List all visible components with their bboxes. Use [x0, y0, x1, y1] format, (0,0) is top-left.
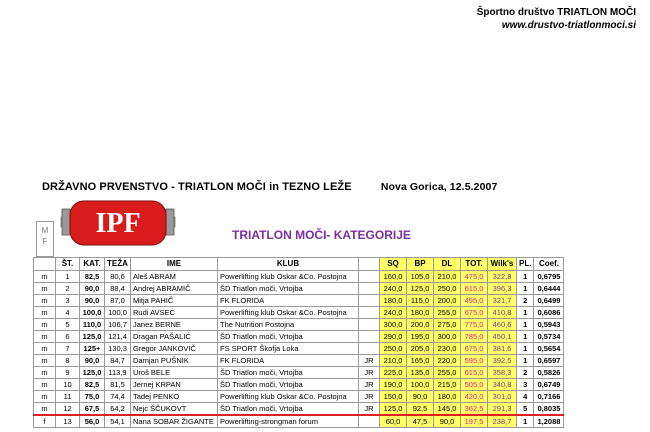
cell-sex: m — [34, 307, 56, 319]
cell-wilks: 392,5 — [488, 355, 517, 367]
cell-coef: 0,6597 — [534, 355, 564, 367]
cell-st: 1 — [56, 271, 80, 283]
cell-wilks: 396,3 — [488, 283, 517, 295]
cell-tot: 475,0 — [461, 271, 488, 283]
cell-klub: Powerlifting klub Oskar &Co. Postojna — [218, 271, 359, 283]
cell-kat: 56,0 — [80, 415, 105, 428]
cell-wilks: 410,8 — [488, 307, 517, 319]
table-row — [34, 343, 564, 355]
cell-kat: 90,0 — [80, 355, 105, 367]
cell-dl: 220,0 — [434, 355, 461, 367]
table-row — [34, 403, 564, 416]
cell-st: 7 — [56, 343, 80, 355]
cell-teza: 130,3 — [105, 343, 131, 355]
cell-sex: m — [34, 343, 56, 355]
cell-st: 5 — [56, 319, 80, 331]
cell-jr: JR — [359, 403, 380, 416]
cell-sq: 240,0 — [380, 307, 407, 319]
cell-pl: 1 — [517, 271, 534, 283]
cell-bp: 92,5 — [407, 403, 434, 416]
cell-sex: m — [34, 295, 56, 307]
col-sex — [34, 258, 56, 271]
cell-ime: Rudi AVSEC — [131, 307, 218, 319]
event-place-date: Nova Gorica, 12.5.2007 — [380, 181, 498, 193]
table-row — [34, 307, 564, 319]
cell-sq: 210,0 — [380, 355, 407, 367]
cell-sex: m — [34, 391, 56, 403]
cell-klub: ŠD Triatlon moči, Vrtojba — [218, 403, 359, 416]
cell-tot: 785,0 — [461, 331, 488, 343]
cell-ime: Mitja PAHIČ — [131, 295, 218, 307]
cell-pl: 1 — [517, 283, 534, 295]
cell-coef: 0,5943 — [534, 319, 564, 331]
cell-tot: 197,5 — [461, 415, 488, 428]
cell-coef: 0,6444 — [534, 283, 564, 295]
ipf-logo-text: IPF — [95, 208, 141, 239]
cell-kat: 125,0 — [80, 367, 105, 379]
cell-ime: Gregor JANKOVIČ — [131, 343, 218, 355]
cell-dl: 200,0 — [434, 295, 461, 307]
cell-tot: 495,0 — [461, 295, 488, 307]
cell-ime: Andrej ABRAMIČ — [131, 283, 218, 295]
cell-coef: 0,5654 — [534, 343, 564, 355]
table-row — [34, 367, 564, 379]
cell-bp: 100,0 — [407, 379, 434, 391]
col-st: ŠT. — [56, 258, 80, 271]
cell-jr: JR — [359, 391, 380, 403]
cell-sq: 290,0 — [380, 331, 407, 343]
cell-sq: 60,0 — [380, 415, 407, 428]
cell-jr — [359, 415, 380, 428]
cell-teza: 74,4 — [105, 391, 131, 403]
cell-bp: 180,0 — [407, 307, 434, 319]
cell-klub: The Nutrition Postojna — [218, 319, 359, 331]
cell-jr: JR — [359, 355, 380, 367]
cell-pl: 1 — [517, 319, 534, 331]
cell-tot: 505,0 — [461, 379, 488, 391]
cell-jr — [359, 319, 380, 331]
cell-klub: ŠD Triatlon moči, Vrtojba — [218, 379, 359, 391]
cell-st: 10 — [56, 379, 80, 391]
cell-sex: m — [34, 403, 56, 416]
cell-pl: 1 — [517, 307, 534, 319]
cell-tot: 615,0 — [461, 367, 488, 379]
cell-teza: 80,6 — [105, 271, 131, 283]
table-row — [34, 295, 564, 307]
cell-klub: ŠD Triatlon moči, Vrtojba — [218, 367, 359, 379]
cell-sex: m — [34, 367, 56, 379]
cell-jr — [359, 271, 380, 283]
col-klub: KLUB — [218, 258, 359, 271]
cell-sq: 190,0 — [380, 379, 407, 391]
cell-ime: Nejc ŠČUKOVT — [131, 403, 218, 416]
sex-legend-m: M — [41, 226, 49, 235]
cell-teza: 88,4 — [105, 283, 131, 295]
cell-wilks: 322,8 — [488, 271, 517, 283]
cell-dl: 90,0 — [434, 415, 461, 428]
table-row — [34, 355, 564, 367]
cell-st: 8 — [56, 355, 80, 367]
cell-sex: m — [34, 379, 56, 391]
results-body — [34, 271, 564, 428]
cell-sq: 160,0 — [380, 271, 407, 283]
cell-teza: 106,7 — [105, 319, 131, 331]
cell-wilks: 291,3 — [488, 403, 517, 416]
cell-jr — [359, 283, 380, 295]
cell-pl: 1 — [517, 331, 534, 343]
col-tot: TOT. — [461, 258, 488, 271]
cell-klub: FK FLORIDA — [218, 355, 359, 367]
cell-pl: 1 — [517, 343, 534, 355]
cell-teza: 84,7 — [105, 355, 131, 367]
col-kat: KAT. — [80, 258, 105, 271]
cell-sq: 250,0 — [380, 343, 407, 355]
cell-ime: Tadej PENKO — [131, 391, 218, 403]
cell-dl: 275,0 — [434, 319, 461, 331]
results-table — [33, 257, 564, 428]
col-jr — [359, 258, 380, 271]
cell-st: 9 — [56, 367, 80, 379]
col-ime: IME — [131, 258, 218, 271]
cell-pl: 4 — [517, 391, 534, 403]
cell-sq: 125,0 — [380, 403, 407, 416]
table-row — [34, 415, 564, 428]
cell-klub: ŠD Triatlon moči, Vrtojba — [218, 283, 359, 295]
cell-pl: 2 — [517, 367, 534, 379]
cell-jr — [359, 331, 380, 343]
cell-coef: 1,2088 — [534, 415, 564, 428]
cell-sq: 300,0 — [380, 319, 407, 331]
col-bp: BP — [407, 258, 434, 271]
cell-pl: 1 — [517, 355, 534, 367]
cell-dl: 215,0 — [434, 379, 461, 391]
cell-dl: 250,0 — [434, 283, 461, 295]
cell-tot: 615,0 — [461, 283, 488, 295]
cell-ime: Uroš BELE — [131, 367, 218, 379]
cell-tot: 362,5 — [461, 403, 488, 416]
organization-name: Športno društvo TRIATLON MOČI — [476, 7, 636, 18]
cell-sex: m — [34, 331, 56, 343]
cell-kat: 90,0 — [80, 295, 105, 307]
cell-klub: Powerlifting klub Oskar &Co. Postojna — [218, 307, 359, 319]
cell-sq: 225,0 — [380, 367, 407, 379]
cell-kat: 82,5 — [80, 379, 105, 391]
cell-sq: 240,0 — [380, 283, 407, 295]
cell-jr: JR — [359, 379, 380, 391]
cell-klub: Powerlifting klub Oskar &Co. Postojna — [218, 391, 359, 403]
cell-st: 11 — [56, 391, 80, 403]
cell-ime: Janez BERNE — [131, 319, 218, 331]
cell-tot: 595,0 — [461, 355, 488, 367]
cell-st: 13 — [56, 415, 80, 428]
col-sq: SQ — [380, 258, 407, 271]
cell-dl: 180,0 — [434, 391, 461, 403]
cell-tot: 775,0 — [461, 319, 488, 331]
cell-kat: 125,0 — [80, 331, 105, 343]
cell-sex: m — [34, 283, 56, 295]
cell-kat: 67,5 — [80, 403, 105, 416]
cell-pl: 2 — [517, 295, 534, 307]
cell-jr — [359, 307, 380, 319]
cell-jr — [359, 295, 380, 307]
cell-kat: 100,0 — [80, 307, 105, 319]
cell-sex: m — [34, 271, 56, 283]
cell-teza: 81,5 — [105, 379, 131, 391]
ipf-logo — [60, 199, 176, 247]
cell-bp: 165,0 — [407, 355, 434, 367]
cell-tot: 420,0 — [461, 391, 488, 403]
cell-sq: 150,0 — [380, 391, 407, 403]
cell-bp: 195,0 — [407, 331, 434, 343]
cell-dl: 210,0 — [434, 271, 461, 283]
cell-jr — [359, 343, 380, 355]
cell-wilks: 381,6 — [488, 343, 517, 355]
cell-coef: 0,6086 — [534, 307, 564, 319]
cell-coef: 0,5734 — [534, 331, 564, 343]
col-coef: Coef. — [534, 258, 564, 271]
cell-wilks: 450,1 — [488, 331, 517, 343]
table-row — [34, 271, 564, 283]
cell-sex: f — [34, 415, 56, 428]
cell-tot: 675,0 — [461, 307, 488, 319]
cell-dl: 300,0 — [434, 331, 461, 343]
cell-ime: Dragan PAŠALIĆ — [131, 331, 218, 343]
cell-teza: 121,4 — [105, 331, 131, 343]
cell-bp: 90,0 — [407, 391, 434, 403]
cell-pl: 5 — [517, 403, 534, 416]
cell-wilks: 460,6 — [488, 319, 517, 331]
cell-ime: Damjan PUŠNIK — [131, 355, 218, 367]
cell-teza: 113,9 — [105, 367, 131, 379]
cell-st: 12 — [56, 403, 80, 416]
cell-wilks: 238,7 — [488, 415, 517, 428]
table-row — [34, 391, 564, 403]
cell-pl: 3 — [517, 379, 534, 391]
cell-teza: 87,0 — [105, 295, 131, 307]
cell-coef: 0,5826 — [534, 367, 564, 379]
event-name: DRŽAVNO PRVENSTVO - TRIATLON MOČI in TEZNO LEŽE — [42, 181, 352, 193]
cell-bp: 105,0 — [407, 271, 434, 283]
cell-bp: 205,0 — [407, 343, 434, 355]
cell-ime: Nana SOBAR ŽIGANTE — [131, 415, 218, 428]
cell-teza: 54,1 — [105, 415, 131, 428]
cell-bp: 125,0 — [407, 283, 434, 295]
sex-legend — [36, 221, 54, 257]
cell-wilks: 340,8 — [488, 379, 517, 391]
cell-sex: m — [34, 319, 56, 331]
table-row — [34, 331, 564, 343]
col-pl: PL. — [517, 258, 534, 271]
cell-klub: FS SPORT Škofja Loka — [218, 343, 359, 355]
cell-kat: 82,5 — [80, 271, 105, 283]
cell-ime: Aleš ABRAM — [131, 271, 218, 283]
sex-legend-f: F — [42, 237, 48, 246]
cell-st: 2 — [56, 283, 80, 295]
cell-coef: 0,7166 — [534, 391, 564, 403]
cell-bp: 200,0 — [407, 319, 434, 331]
cell-dl: 255,0 — [434, 307, 461, 319]
cell-wilks: 321,7 — [488, 295, 517, 307]
organization-website: www.drustvo-triatlonmoci.si — [501, 20, 636, 31]
cell-jr: JR — [359, 367, 380, 379]
table-row — [34, 319, 564, 331]
cell-kat: 75,0 — [80, 391, 105, 403]
cell-kat: 110,0 — [80, 319, 105, 331]
cell-tot: 675,0 — [461, 343, 488, 355]
organization-header — [477, 6, 636, 32]
cell-dl: 230,0 — [434, 343, 461, 355]
cell-kat: 90,0 — [80, 283, 105, 295]
cell-wilks: 301,0 — [488, 391, 517, 403]
cell-sq: 180,0 — [380, 295, 407, 307]
cell-coef: 0,6749 — [534, 379, 564, 391]
cell-klub: FK FLORIDA — [218, 295, 359, 307]
cell-st: 6 — [56, 331, 80, 343]
col-wilks: Wilk's — [488, 258, 517, 271]
cell-kat: 125+ — [80, 343, 105, 355]
cell-bp: 47,5 — [407, 415, 434, 428]
cell-teza: 64,2 — [105, 403, 131, 416]
results-header-row — [34, 258, 564, 271]
col-dl: DL — [434, 258, 461, 271]
cell-wilks: 358,3 — [488, 367, 517, 379]
cell-klub: Powerlifting-strongman forum — [218, 415, 359, 428]
cell-dl: 145,0 — [434, 403, 461, 416]
cell-teza: 100,0 — [105, 307, 131, 319]
col-teza: TEŽA — [105, 258, 131, 271]
cell-bp: 115,0 — [407, 295, 434, 307]
table-row — [34, 379, 564, 391]
cell-pl: 1 — [517, 415, 534, 428]
cell-sex: m — [34, 355, 56, 367]
cell-bp: 135,0 — [407, 367, 434, 379]
cell-ime: Jernej KRPAN — [131, 379, 218, 391]
cell-dl: 255,0 — [434, 367, 461, 379]
event-title — [42, 181, 497, 193]
cell-klub: ŠD Triatlon moči, Vrtojba — [218, 331, 359, 343]
cell-coef: 0,6499 — [534, 295, 564, 307]
table-row — [34, 283, 564, 295]
cell-coef: 0,6795 — [534, 271, 564, 283]
category-title: TRIATLON MOČI- KATEGORIJE — [232, 228, 411, 242]
cell-st: 4 — [56, 307, 80, 319]
cell-st: 3 — [56, 295, 80, 307]
cell-coef: 0,8035 — [534, 403, 564, 416]
